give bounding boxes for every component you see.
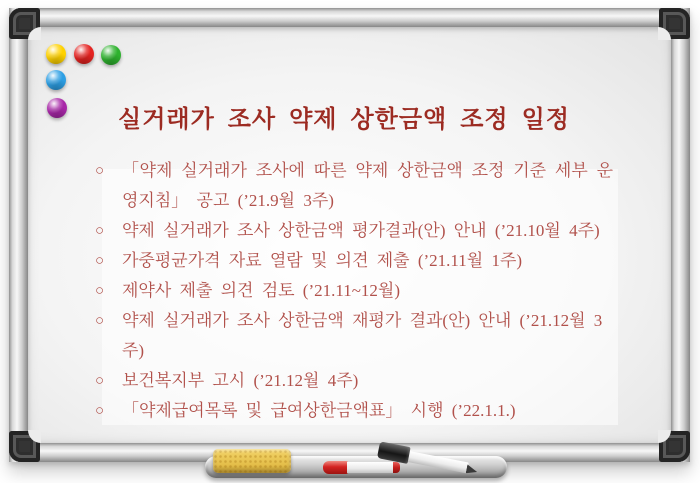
list-item-text: 제약사 제출 의견 검토 (’21.11~12월) [122,281,401,300]
corner-cap-top-left [9,8,40,39]
list-item-text: 「약제급여목록 및 급여상한금액표」 시행 (’22.1.1.) [122,401,516,420]
red-marker-cap [323,461,348,474]
list-item [95,246,613,276]
page-title: 실거래가 조사 약제 상한금액 조정 일정 [118,107,570,133]
magnet-blue [46,70,66,90]
board-eraser [213,449,291,473]
bullet-icon: ○ [95,403,105,419]
magnet-green [101,45,121,65]
frame-left [9,8,28,462]
list-item-text: 보건복지부 고시 (’21.12월 4주) [122,371,359,390]
bullet-icon: ○ [95,313,105,329]
list-item [95,276,613,306]
bullet-icon: ○ [95,163,105,179]
list-item [95,156,613,216]
list-item-text: 가중평균가격 자료 열람 및 의견 제출 (’21.11월 1주) [122,251,523,270]
magnet-purple [47,98,67,118]
list-item [95,396,613,426]
red-marker [323,462,400,473]
corner-cap-top-right [659,8,690,39]
black-marker-tip [466,464,479,475]
bullet-icon: ○ [95,373,105,389]
frame-right [671,8,690,462]
corner-cap-bottom-right [659,431,690,462]
list-item-text: 약제 실거래가 조사 상한금액 평가결과(안) 안내 (’21.10월 4주) [122,221,600,240]
list-item [95,216,613,246]
bullet-icon: ○ [95,253,105,269]
magnet-yellow [46,44,66,64]
list-item [95,306,613,366]
schedule-list [95,156,613,426]
list-item [95,366,613,396]
magnet-red [74,44,94,64]
bullet-icon: ○ [95,223,105,239]
corner-cap-bottom-left [9,431,40,462]
list-item-text: 약제 실거래가 조사 상한금액 재평가 결과(안) 안내 (’21.12월 3주) [122,311,603,360]
list-item-text: 「약제 실거래가 조사에 따른 약제 상한금액 조정 기준 세부 운영지침」 공고 (’21.9월 3주) [122,161,613,210]
frame-top [9,8,690,27]
red-marker-body [347,462,394,473]
bullet-icon: ○ [95,283,105,299]
